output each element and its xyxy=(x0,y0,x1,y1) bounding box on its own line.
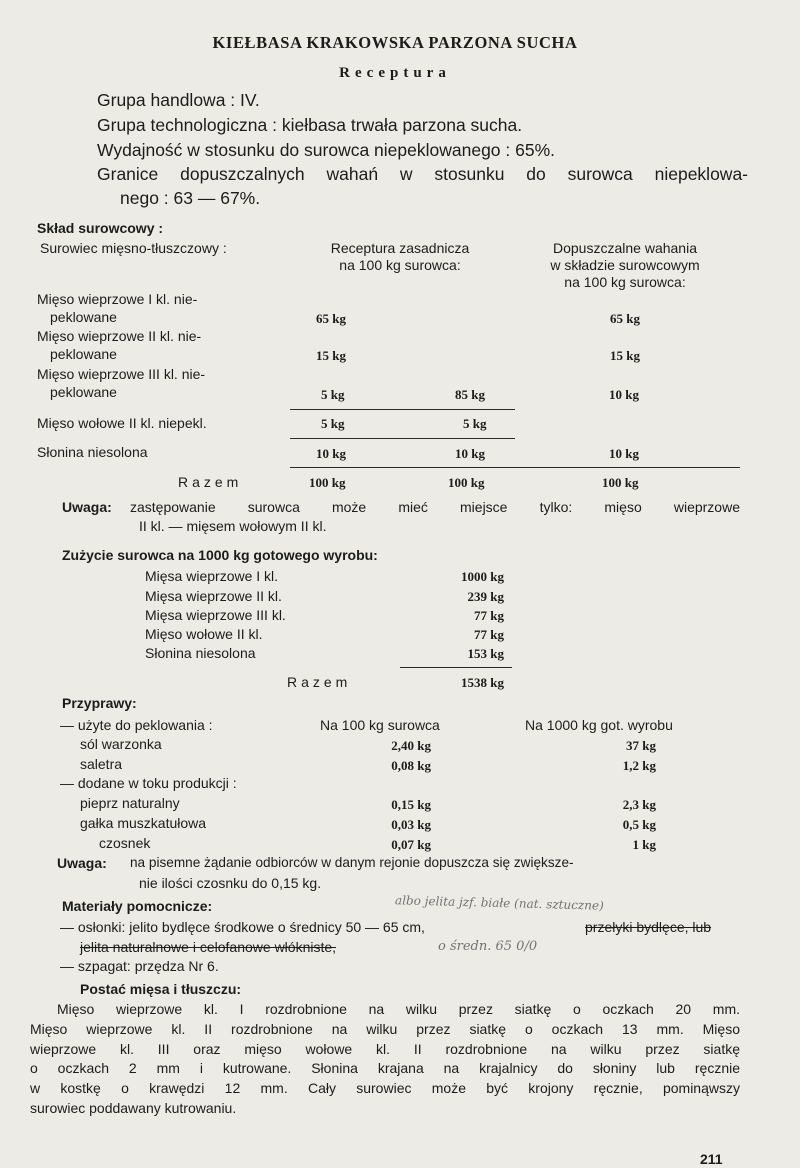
sklad-row-subtotal: 85 kg xyxy=(455,387,485,402)
sklad-row-name-cont: peklowane xyxy=(50,309,117,325)
sklad-total-subtotal: 100 kg xyxy=(448,475,485,490)
handwritten-annotation: albo jelita jzf. białe (nat. sztuczne) xyxy=(394,893,604,913)
sklad-row-name: Mięso wieprzowe I kl. nie- xyxy=(37,291,198,307)
zuzycie-row-name: Mięsa wieprzowe III kl. xyxy=(145,607,286,623)
spice-per100: 0,08 kg xyxy=(391,758,431,773)
handwritten-annotation: o średn. 65 0/0 xyxy=(438,939,538,954)
sklad-row-subtotal: 10 kg xyxy=(455,446,485,461)
spice-col-header-100: Na 100 kg surowca xyxy=(320,717,440,733)
spice-per1000: 1 kg xyxy=(632,837,656,852)
sklad-row-subtotal: 5 kg xyxy=(463,416,487,431)
recipe-subtitle: Receptura xyxy=(339,65,451,81)
col-header-basic-2: na 100 kg surowca: xyxy=(339,257,461,273)
sklad-row-basic: 10 kg xyxy=(316,446,346,461)
page-title: KIEŁBASA KRAKOWSKA PARZONA SUCHA xyxy=(212,33,578,52)
note-text-line-2: II kl. — mięsem wołowym II kl. xyxy=(139,518,327,534)
spice-per1000: 37 kg xyxy=(626,738,656,753)
paragraph-line: o oczkach 2 mm i kutrowane. Słonina krajana na krajalnicy do słoniny lub ręcznie xyxy=(30,1060,740,1076)
paragraph-line: Mięso wieprzowe kl. I rozdrobnione na wilku przez siatkę o oczkach 20 mm. xyxy=(57,1001,740,1017)
sklad-row-allowed: 15 kg xyxy=(610,348,640,363)
zuzycie-row-name: Słonina niesolona xyxy=(145,645,256,661)
sklad-total-basic: 100 kg xyxy=(309,475,346,490)
section-heading-przyprawy: Przyprawy: xyxy=(62,695,137,711)
zuzycie-total-rule xyxy=(400,667,512,668)
sklad-row-name: Mięso wieprzowe III kl. nie- xyxy=(37,366,206,382)
total-rule xyxy=(290,467,740,468)
note-label: Uwaga: xyxy=(57,855,107,871)
material-casing-struck-2: jelita naturalnowe i celofanowe włókniste, xyxy=(80,939,337,955)
spice-name: pieprz naturalny xyxy=(80,795,180,811)
zuzycie-row-value: 77 kg xyxy=(474,608,504,623)
yield: Wydajność w stosunku do surowca niepeklowanego : 65%. xyxy=(97,140,556,160)
section-heading-postac: Postać mięsa i tłuszczu: xyxy=(80,981,242,997)
sklad-row-name: Mięso wołowe II kl. niepekl. xyxy=(37,415,207,431)
material-casing: — osłonki: jelito bydlęce środkowe o średnicy 50 — 65 cm, xyxy=(60,919,425,935)
spice-col-header-1000: Na 1000 kg got. wyrobu xyxy=(525,717,673,733)
zuzycie-row-value: 1000 kg xyxy=(461,569,504,584)
group-technological: Grupa technologiczna : kiełbasa trwała parzona sucha. xyxy=(97,115,523,135)
sklad-row-name: Słonina niesolona xyxy=(37,444,148,460)
tolerance-line-2: nego : 63 — 67%. xyxy=(120,188,261,208)
sklad-row-name-cont: peklowane xyxy=(50,346,117,362)
zuzycie-row-name: Mięsa wieprzowe I kl. xyxy=(145,568,279,584)
spice-per1000: 1,2 kg xyxy=(622,758,656,773)
sklad-total-allowed: 100 kg xyxy=(602,475,639,490)
spice-group-label: — dodane w toku produkcji : xyxy=(60,775,237,791)
spice-per100: 0,15 kg xyxy=(391,797,431,812)
spice-name: sól warzonka xyxy=(80,736,162,752)
section-heading-materialy: Materiały pomocnicze: xyxy=(62,898,213,914)
note-text-line-1: na pisemne żądanie odbiorców w danym rejonie dopuszcza się zwiększe- xyxy=(130,855,574,870)
paragraph-line: surowiec poddawany kutrowaniu. xyxy=(30,1100,237,1116)
spice-per1000: 2,3 kg xyxy=(622,797,656,812)
paragraph-line: w kostkę o krawędzi 12 mm. Cały surowiec może być krojony ręcznie, pominąwszy xyxy=(30,1080,740,1096)
sklad-row-basic: 15 kg xyxy=(316,348,346,363)
col-header-allowed-1: Dopuszczalne wahania xyxy=(553,240,697,256)
spice-per1000: 0,5 kg xyxy=(622,817,656,832)
sklad-row-allowed: 65 kg xyxy=(610,311,640,326)
spice-name: czosnek xyxy=(99,835,151,851)
page-number: 211 xyxy=(700,1151,723,1167)
group-trade: Grupa handlowa : IV. xyxy=(97,90,260,110)
spice-name: gałka muszkatułowa xyxy=(80,815,207,831)
col-header-allowed-2: w składzie surowcowym xyxy=(550,257,700,273)
spice-name: saletra xyxy=(80,756,123,772)
material-casing-struck: przełyki bydlęce, lub xyxy=(585,919,712,935)
spice-per100: 2,40 kg xyxy=(391,738,431,753)
tolerance-line-1: Granice dopuszczalnych wahań w stosunku do surowca niepeklowa- xyxy=(97,164,748,184)
material-twine: — szpagat: przędza Nr 6. xyxy=(60,958,219,974)
section-heading-sklad: Skład surowcowy : xyxy=(37,220,164,236)
zuzycie-row-name: Mięso wołowe II kl. xyxy=(145,626,263,642)
paragraph-line: Mięso wieprzowe kl. II rozdrobnione na wilku przez siatkę o oczkach 13 mm. Mięso xyxy=(30,1021,740,1037)
col-header-basic-1: Receptura zasadnicza xyxy=(330,240,470,256)
sklad-row-basic: 65 kg xyxy=(316,311,346,326)
sklad-row-basic: 5 kg xyxy=(321,416,345,431)
zuzycie-row-value: 239 kg xyxy=(467,589,504,604)
sklad-row-basic: 5 kg xyxy=(321,387,345,402)
zuzycie-row-value: 77 kg xyxy=(474,627,504,642)
spice-per100: 0,07 kg xyxy=(391,837,431,852)
subtotal-rule xyxy=(290,409,515,410)
zuzycie-total-label: Razem xyxy=(287,674,352,690)
sklad-row-name: Mięso wieprzowe II kl. nie- xyxy=(37,328,202,344)
col-header-allowed-3: na 100 kg surowca: xyxy=(564,274,686,290)
sklad-total-label: Razem xyxy=(178,474,243,490)
zuzycie-row-value: 153 kg xyxy=(467,646,504,661)
zuzycie-total-value: 1538 kg xyxy=(461,675,504,690)
sklad-row-name-cont: peklowane xyxy=(50,384,117,400)
col-header-raw: Surowiec mięsno-tłuszczowy : xyxy=(40,240,227,256)
note-text-line-2: nie ilości czosnku do 0,15 kg. xyxy=(139,875,322,891)
spice-group-label: — użyte do peklowania : xyxy=(60,717,213,733)
sklad-row-allowed: 10 kg xyxy=(609,387,639,402)
paragraph-line: wieprzowe kl. III oraz mięso wołowe kl. II rozdrobnione na wilku przez siatkę xyxy=(30,1041,740,1057)
subtotal-rule xyxy=(290,438,515,439)
section-heading-zuzycie: Zużycie surowca na 1000 kg gotowego wyrobu: xyxy=(62,547,378,563)
note-label: Uwaga: xyxy=(62,499,112,515)
spice-per100: 0,03 kg xyxy=(391,817,431,832)
note-text-line-1: zastępowanie surowca może mieć miejsce tylko: mięso wieprzowe xyxy=(130,499,740,515)
zuzycie-row-name: Mięsa wieprzowe II kl. xyxy=(145,588,282,604)
sklad-row-allowed: 10 kg xyxy=(609,446,639,461)
